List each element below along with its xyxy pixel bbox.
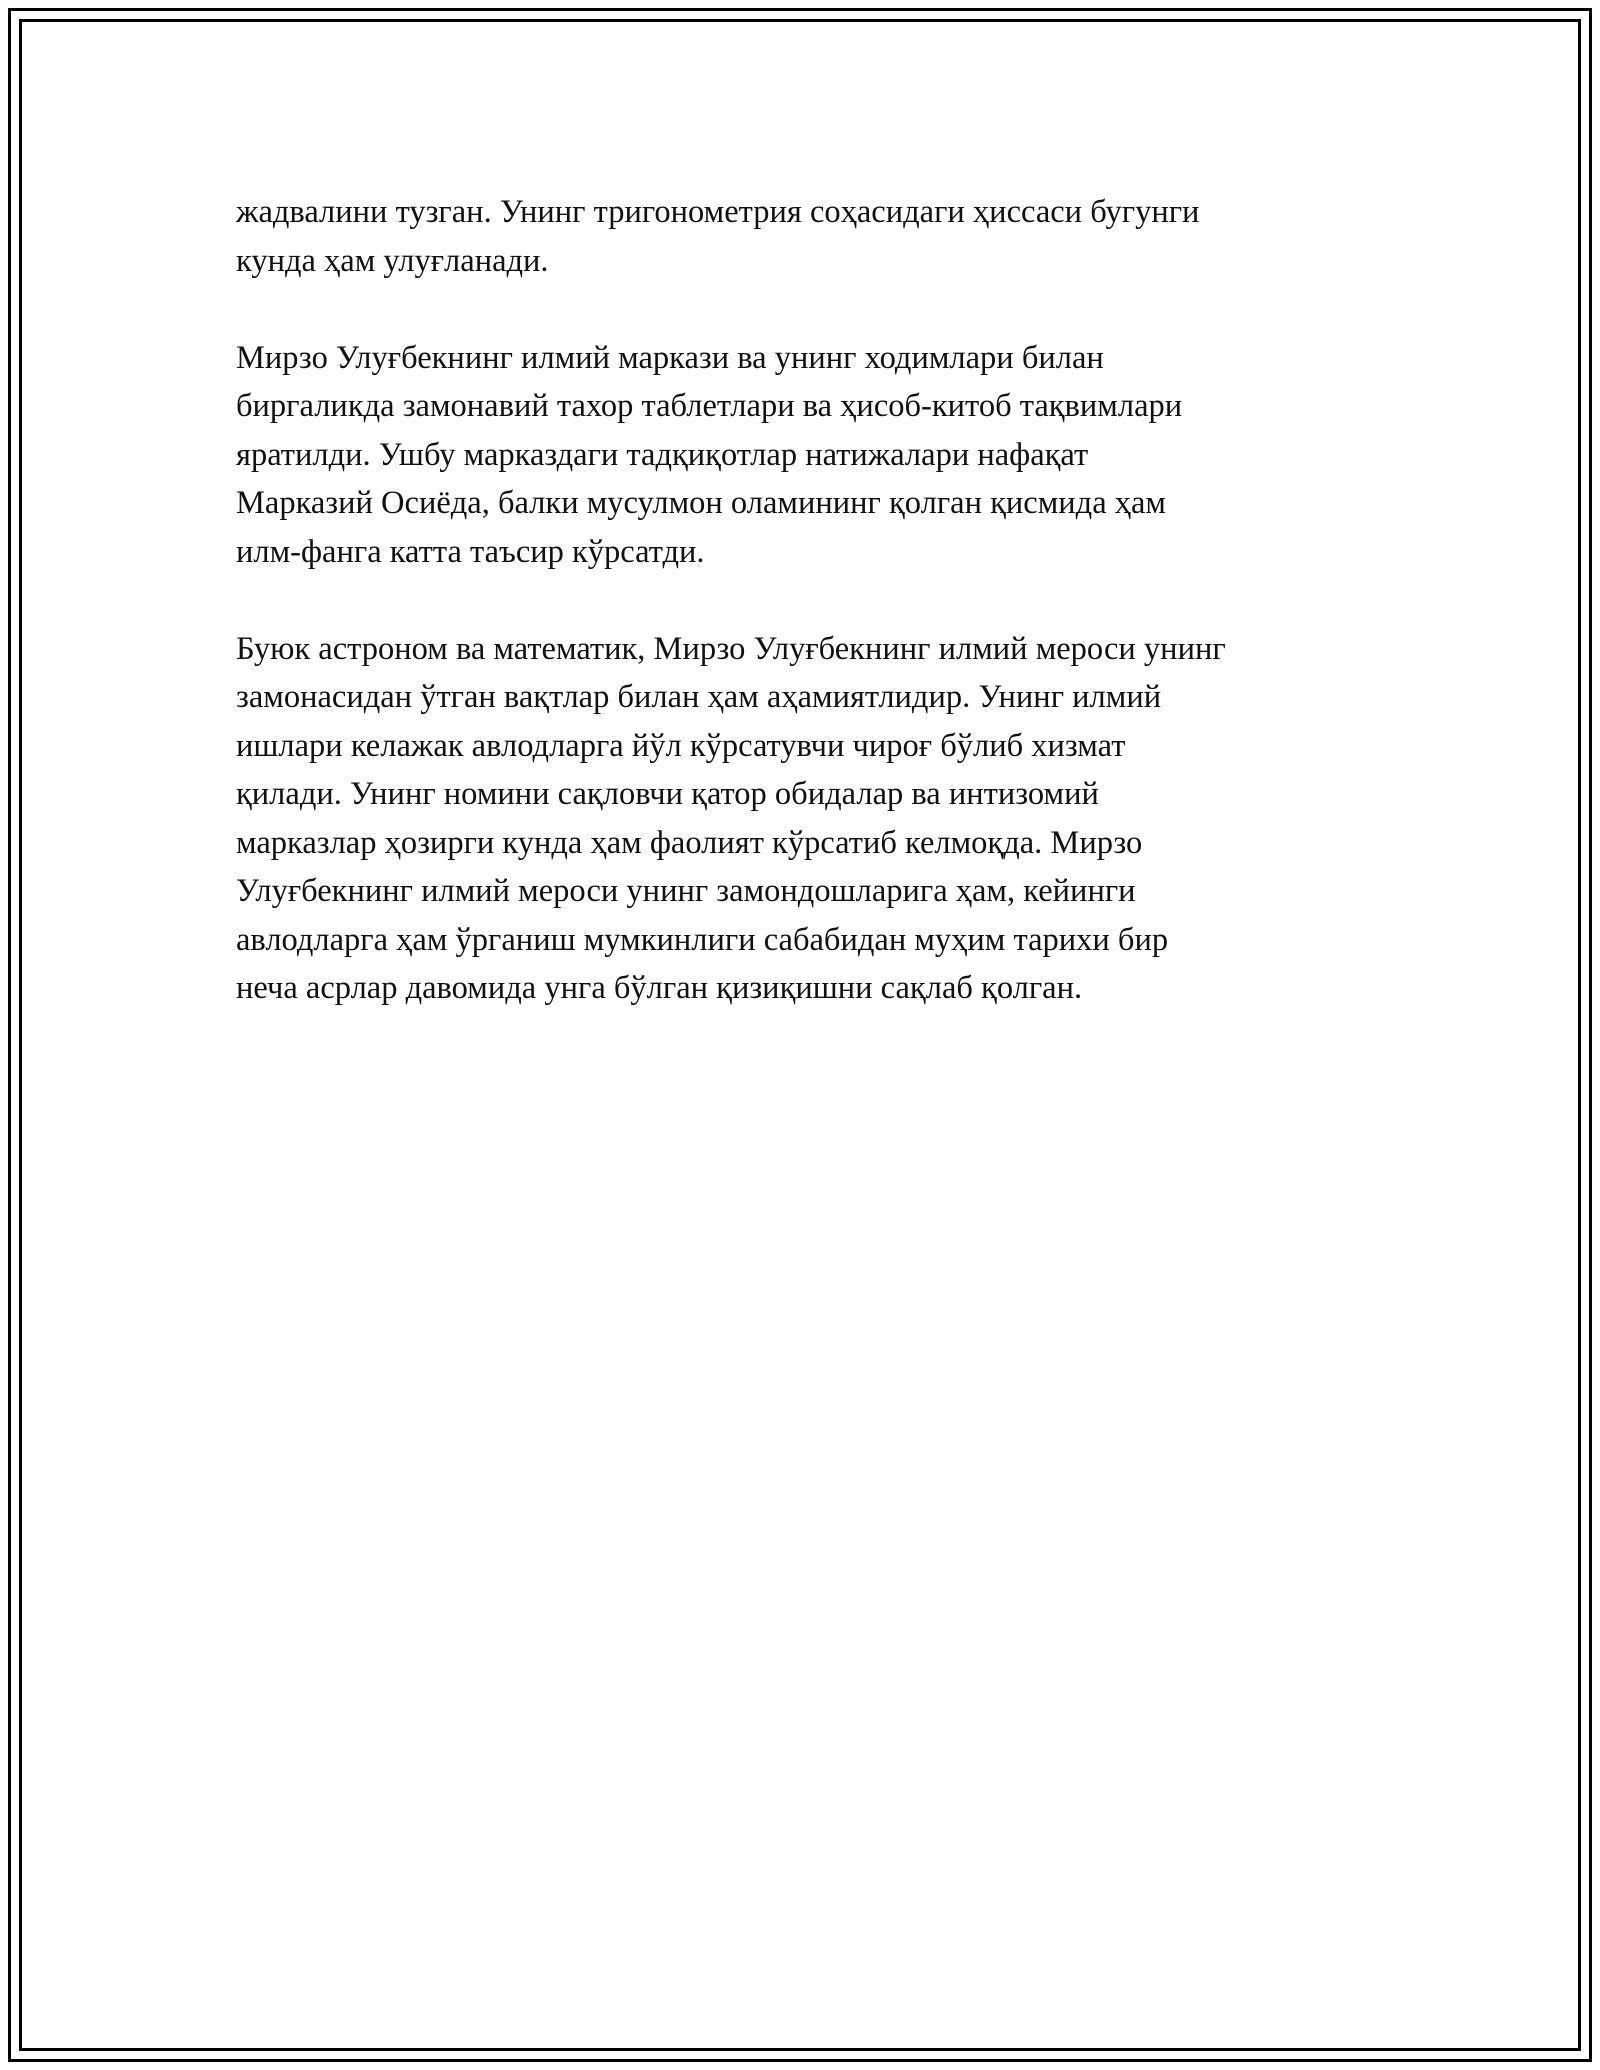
paragraph-line: марказлар ҳозирги кунда ҳам фаолият кўрсатиб келмоқда. Мирзо — [236, 824, 1143, 861]
paragraph-line: яратилди. Ушбу марказдаги тадқиқотлар натижалари нафақат — [236, 436, 1089, 473]
paragraph-line: Буюк астроном ва математик, Мирзо Улуғбекнинг илмий мероси унинг — [236, 630, 1226, 667]
paragraph-line: авлодларга ҳам ўрганиш мумкинлиги сабабидан муҳим тарихи бир — [236, 921, 1169, 958]
paragraph-line: ишлари келажак авлодларга йўл кўрсатувчи чироғ бўлиб хизмат — [236, 727, 1126, 764]
paragraph-line: Улуғбекнинг илмий мероси унинг замондошларига ҳам, кейинги — [236, 873, 1136, 909]
paragraph-line: замонасидан ўтган вақтлар билан ҳам аҳамиятлидир. Унинг илмий — [236, 679, 1162, 715]
paragraph-line: Марказий Осиёда, балки мусулмон оламининг қолган қисмида ҳам — [236, 485, 1166, 521]
paragraph-line: Мирзо Улуғбекнинг илмий маркази ва унинг ходимлари билан — [236, 339, 1104, 376]
paragraph-line: биргаликда замонавий тахор таблетлари ва ҳисоб-китоб тақвимлари — [236, 388, 1183, 424]
paragraph-line: қилади. Унинг номини сақловчи қатор обидалар ва интизомий — [236, 776, 1099, 812]
paragraph-line: илм-фанга катта таъсир кўрсатди. — [236, 533, 705, 570]
paragraph-2 — [236, 334, 1376, 577]
paragraph-1 — [236, 188, 1376, 285]
paragraph-line: неча асрлар давомида унга бўлган қизиқишни сақлаб қолган. — [236, 970, 1083, 1006]
paragraph-3 — [236, 625, 1376, 1013]
paragraph-line: жадвалини тузган. Унинг тригонометрия соҳасидаги ҳиссаси бугунги — [236, 194, 1200, 230]
document-body — [236, 188, 1376, 1061]
paragraph-line: кунда ҳам улуғланади. — [236, 242, 549, 279]
